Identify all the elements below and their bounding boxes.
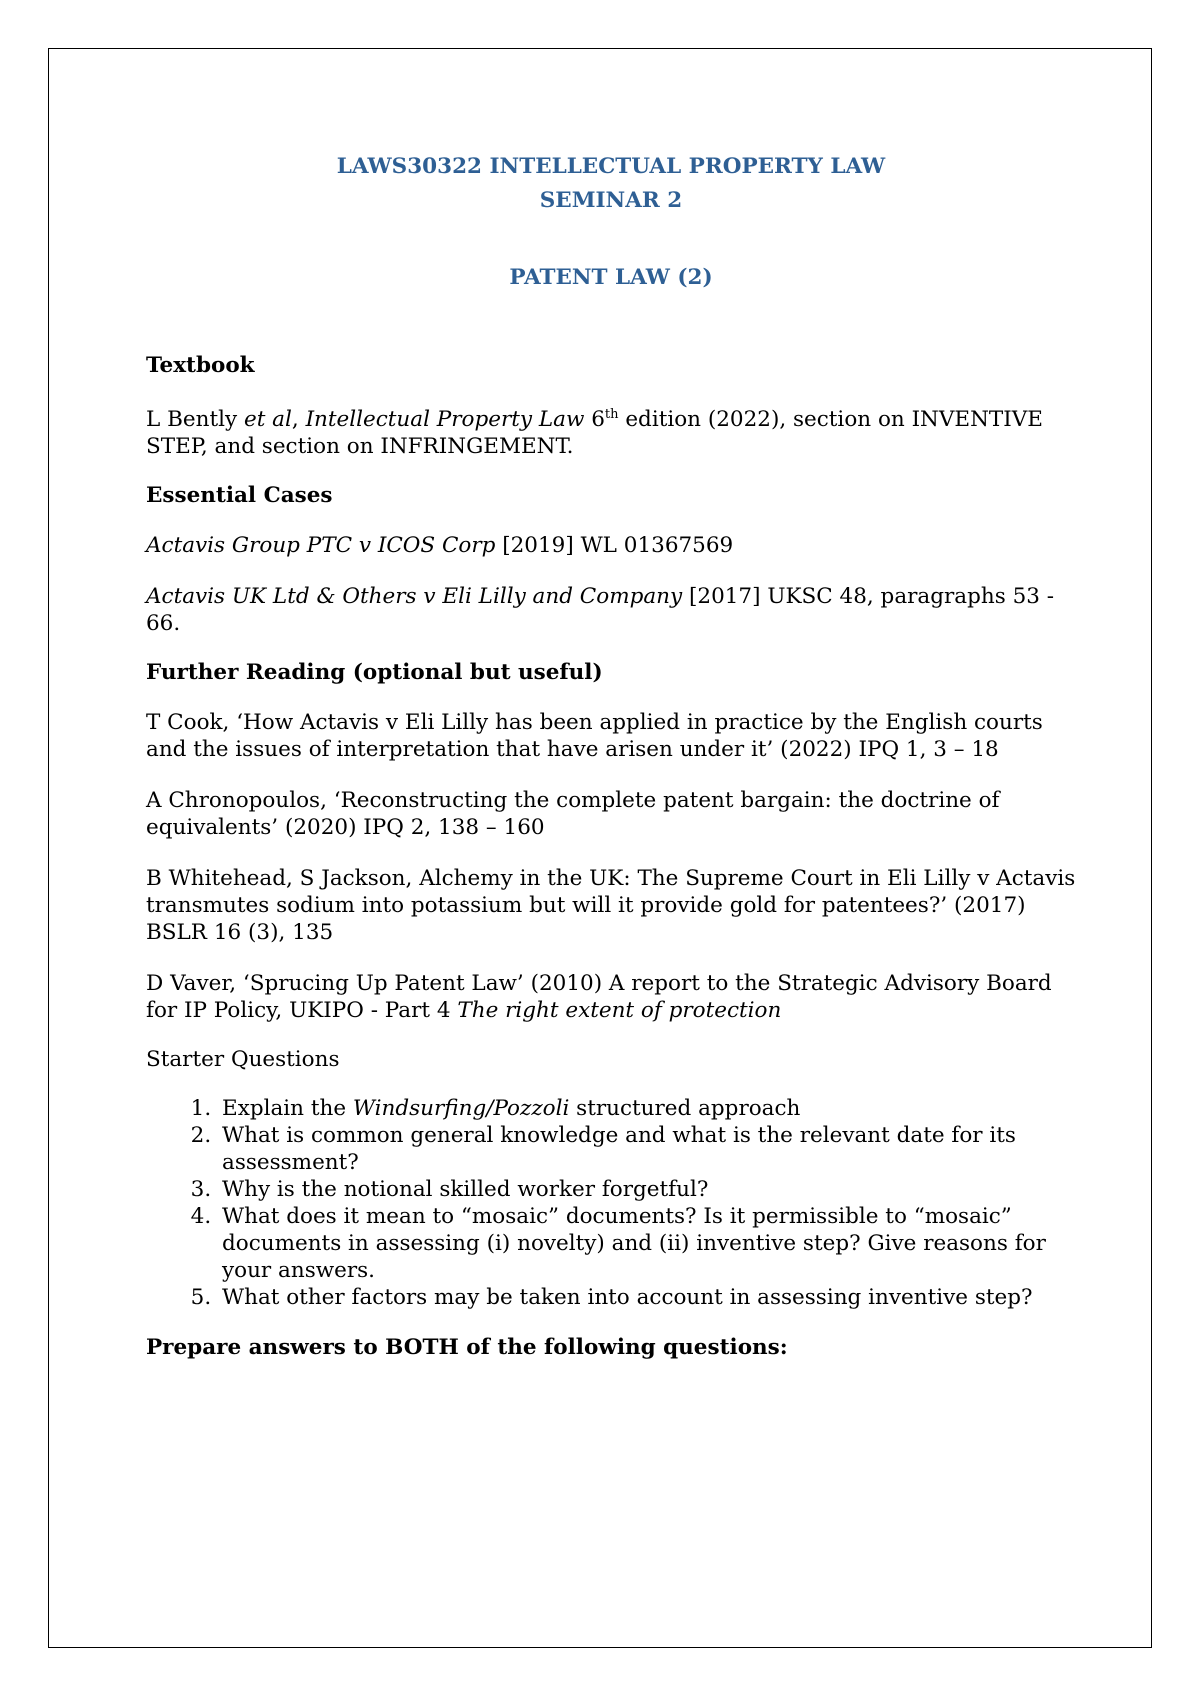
starter-questions-heading: Starter Questions [146,1047,340,1072]
course-title: LAWS30322 INTELLECTUAL PROPERTY LAW [336,154,886,179]
starter-question-4: 4. What does it mean to “mosaic” documents? Is it permissible to “mosaic” documents in assessing (i) novelty) and (ii) inventive step? Give reasons for your answers. [218,1203,1076,1284]
textbook-edition-sup: th [604,406,619,422]
starter-question-5: 5. What other factors may be taken into account in assessing inventive step? [218,1284,1076,1311]
textbook-reference [146,406,1076,460]
case-2-citation: [2017] UKSC 48, paragraphs 53 - 66. [146,584,1055,636]
essential-case-2 [146,583,1076,637]
q1-post: structured approach [569,1096,801,1121]
document-body [146,150,1076,1361]
prepare-answers-heading: Prepare answers to BOTH of the following questions: [146,1335,788,1360]
further-reading-3: B Whitehead, S Jackson, Alchemy in the UK: The Supreme Court in Eli Lilly v Actavis transmutes sodium into potassium but will it provide gold for patentees?’ (2017) BSLR 16 (3), 135 [146,866,1076,945]
seminar-title: SEMINAR 2 [539,188,683,213]
essential-case-1 [146,532,1076,559]
further-reading-1: T Cook, ‘How Actavis v Eli Lilly has been applied in practice by the English courts and the issues of interpretation that have arisen under it’ (2022) IPQ 1, 3 – 18 [146,710,1043,762]
textbook-author: L Bently [146,407,244,432]
case-1-name: Actavis Group PTC v ICOS Corp [146,533,496,558]
further-reading-4-text: D Vaver, ‘Sprucing Up Patent Law’ (2010) A report to the Strategic Advisory Board for IP Policy, UKIPO - Part 4 [146,971,1052,1023]
starter-question-3: 3. Why is the notional skilled worker forgetful? [218,1176,1076,1203]
case-1-citation: [2019] WL 01367569 [495,533,734,558]
further-reading-heading: Further Reading (optional but useful) [146,660,603,685]
textbook-edition: 6 [584,407,605,432]
textbook-title: Intellectual Property Law [305,407,585,432]
textbook-comma: , [291,407,306,432]
topic-title: PATENT LAW (2) [509,265,713,290]
further-reading-4 [146,970,1076,1024]
textbook-heading: Textbook [146,353,255,378]
textbook-rest: edition (2022), section on INVENTIVE STEP, and section on INFRINGEMENT. [146,407,1043,459]
case-2-name: Actavis UK Ltd & Others v Eli Lilly and Company [146,584,683,609]
further-reading-4-italic: The right extent of protection [457,998,782,1023]
starter-question-2: 2. What is common general knowledge and what is the relevant date for its assessment? [218,1122,1076,1176]
starter-questions-list [146,1095,1076,1311]
q1-italic: Windsurfing/Pozzoli [352,1096,570,1121]
further-reading-2: A Chronopoulos, ‘Reconstructing the complete patent bargain: the doctrine of equivalents’ (2020) IPQ 2, 138 – 160 [146,788,1000,840]
starter-question-1 [218,1095,1076,1122]
q1-pre: Explain the [222,1096,353,1121]
essential-cases-heading: Essential Cases [146,483,333,508]
textbook-etal: et al [243,407,292,432]
